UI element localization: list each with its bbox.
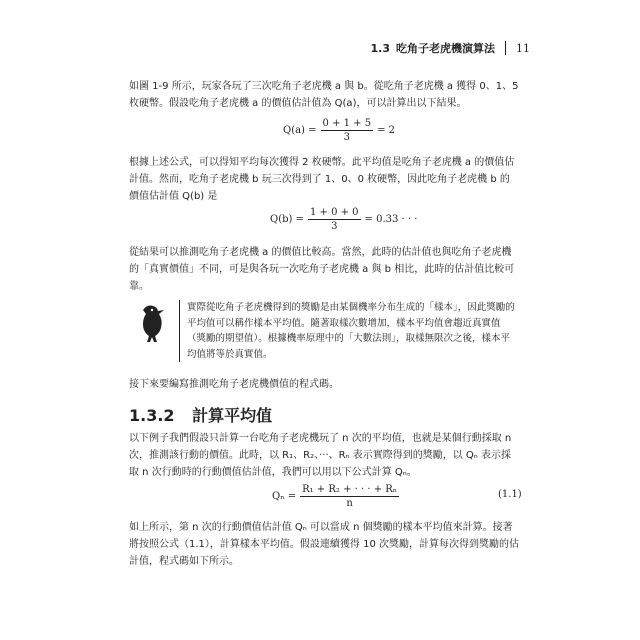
equation-number: (1.1) (498, 489, 522, 500)
equation-qn-denominator: n (346, 498, 353, 509)
section-heading (129, 403, 272, 426)
note-divider (179, 300, 180, 362)
header-chapter-number: 1.3 (370, 41, 390, 55)
equation-qn-lhs: Qₙ = (272, 491, 297, 502)
paragraph-intro: 如圖 1-9 所示，玩家各玩了三次吃角子老虎機 a 與 b。從吃角子老虎機 a 獲得 0、1、5 枚硬幣。假設吃角子老虎機 a 的價值估計值為 Q(a)，可以計算出以下結果。 (129, 81, 519, 109)
equation-qa (283, 118, 395, 143)
equation-qa-numerator: 0 + 1 + 5 (322, 118, 372, 129)
paragraph-average-setup: 以下例子我們假設只計算一台吃角子老虎機玩了 n 次的平均值，也就是某個行動採取 n 次，推測該行動的價值。此時，以 R₁、R₂、···、Rₙ 表示實際得到的獎勵，以 Qₙ 表示採取 n 次行動時的行動價值估計值，我們可以用以下公式計算 Qₙ。 (129, 433, 512, 478)
equation-qa-fraction (321, 118, 374, 143)
equation-qn-fraction (300, 484, 399, 509)
equation-qb-denominator: 3 (331, 221, 338, 232)
equation-qa-rhs: = 2 (377, 125, 396, 136)
paragraph-transition: 接下來要編寫推測吃角子老虎機價值的程式碼。 (129, 379, 339, 390)
crow-icon (135, 300, 171, 344)
equation-qn (272, 484, 403, 509)
note-box (129, 300, 519, 362)
equation-qb-rhs: = 0.33 · · · (364, 214, 418, 225)
equation-qa-denominator: 3 (343, 132, 350, 143)
page-number: 11 (516, 41, 530, 55)
section-number: 1.3.2 (129, 406, 175, 425)
equation-qb-lhs: Q(b) = (270, 214, 304, 225)
equation-qb (270, 207, 417, 232)
header-divider (505, 41, 506, 55)
paragraph-explanation: 根據上述公式，可以得知平均每次獲得 2 枚硬幣。此平均值是吃角子老虎機 a 的價值估計值。然而，吃角子老虎機 b 玩三次得到了 1、0、0 枚硬幣，因此吃角子老虎機 b 的價值估計值 Q(b) 是 (129, 157, 515, 202)
equation-qb-numerator: 1 + 0 + 0 (309, 207, 359, 218)
running-header (371, 40, 531, 56)
note-text: 實際從吃角子老虎機得到的獎勵是由某個機率分布生成的「樣本」，因此獎勵的平均值可以稱作樣本平均值。隨著取樣次數增加，樣本平均值會趨近真實值（獎勵的期望值）。根據機率原理中的「大數法則」，取樣無限次之後，樣本平均值將等於真實值。 (187, 302, 515, 360)
equation-qb-fraction (308, 207, 361, 232)
section-title: 計算平均值 (192, 406, 273, 425)
equation-qa-lhs: Q(a) = (283, 125, 317, 136)
equation-qn-numerator: R₁ + R₂ + · · · + Rₙ (302, 484, 398, 495)
paragraph-sample-average: 如上所示，第 n 次的行動價值估計值 Qₙ 可以當成 n 個獎勵的樣本平均值來計算。接著將按照公式（1.1），計算樣本平均值。假設連續獲得 10 次獎勵，計算每次得到獎勵的估計值，程式碼如下所示。 (129, 522, 519, 567)
paragraph-conclusion: 從結果可以推測吃角子老虎機 a 的價值比較高。當然，此時的估計值也與吃角子老虎機的「真實價值」不同，可是與各玩一次吃角子老虎機 a 與 b 相比，此時的估計值比較可靠。 (129, 247, 515, 292)
header-chapter-title: 吃角子老虎機演算法 (396, 42, 495, 55)
